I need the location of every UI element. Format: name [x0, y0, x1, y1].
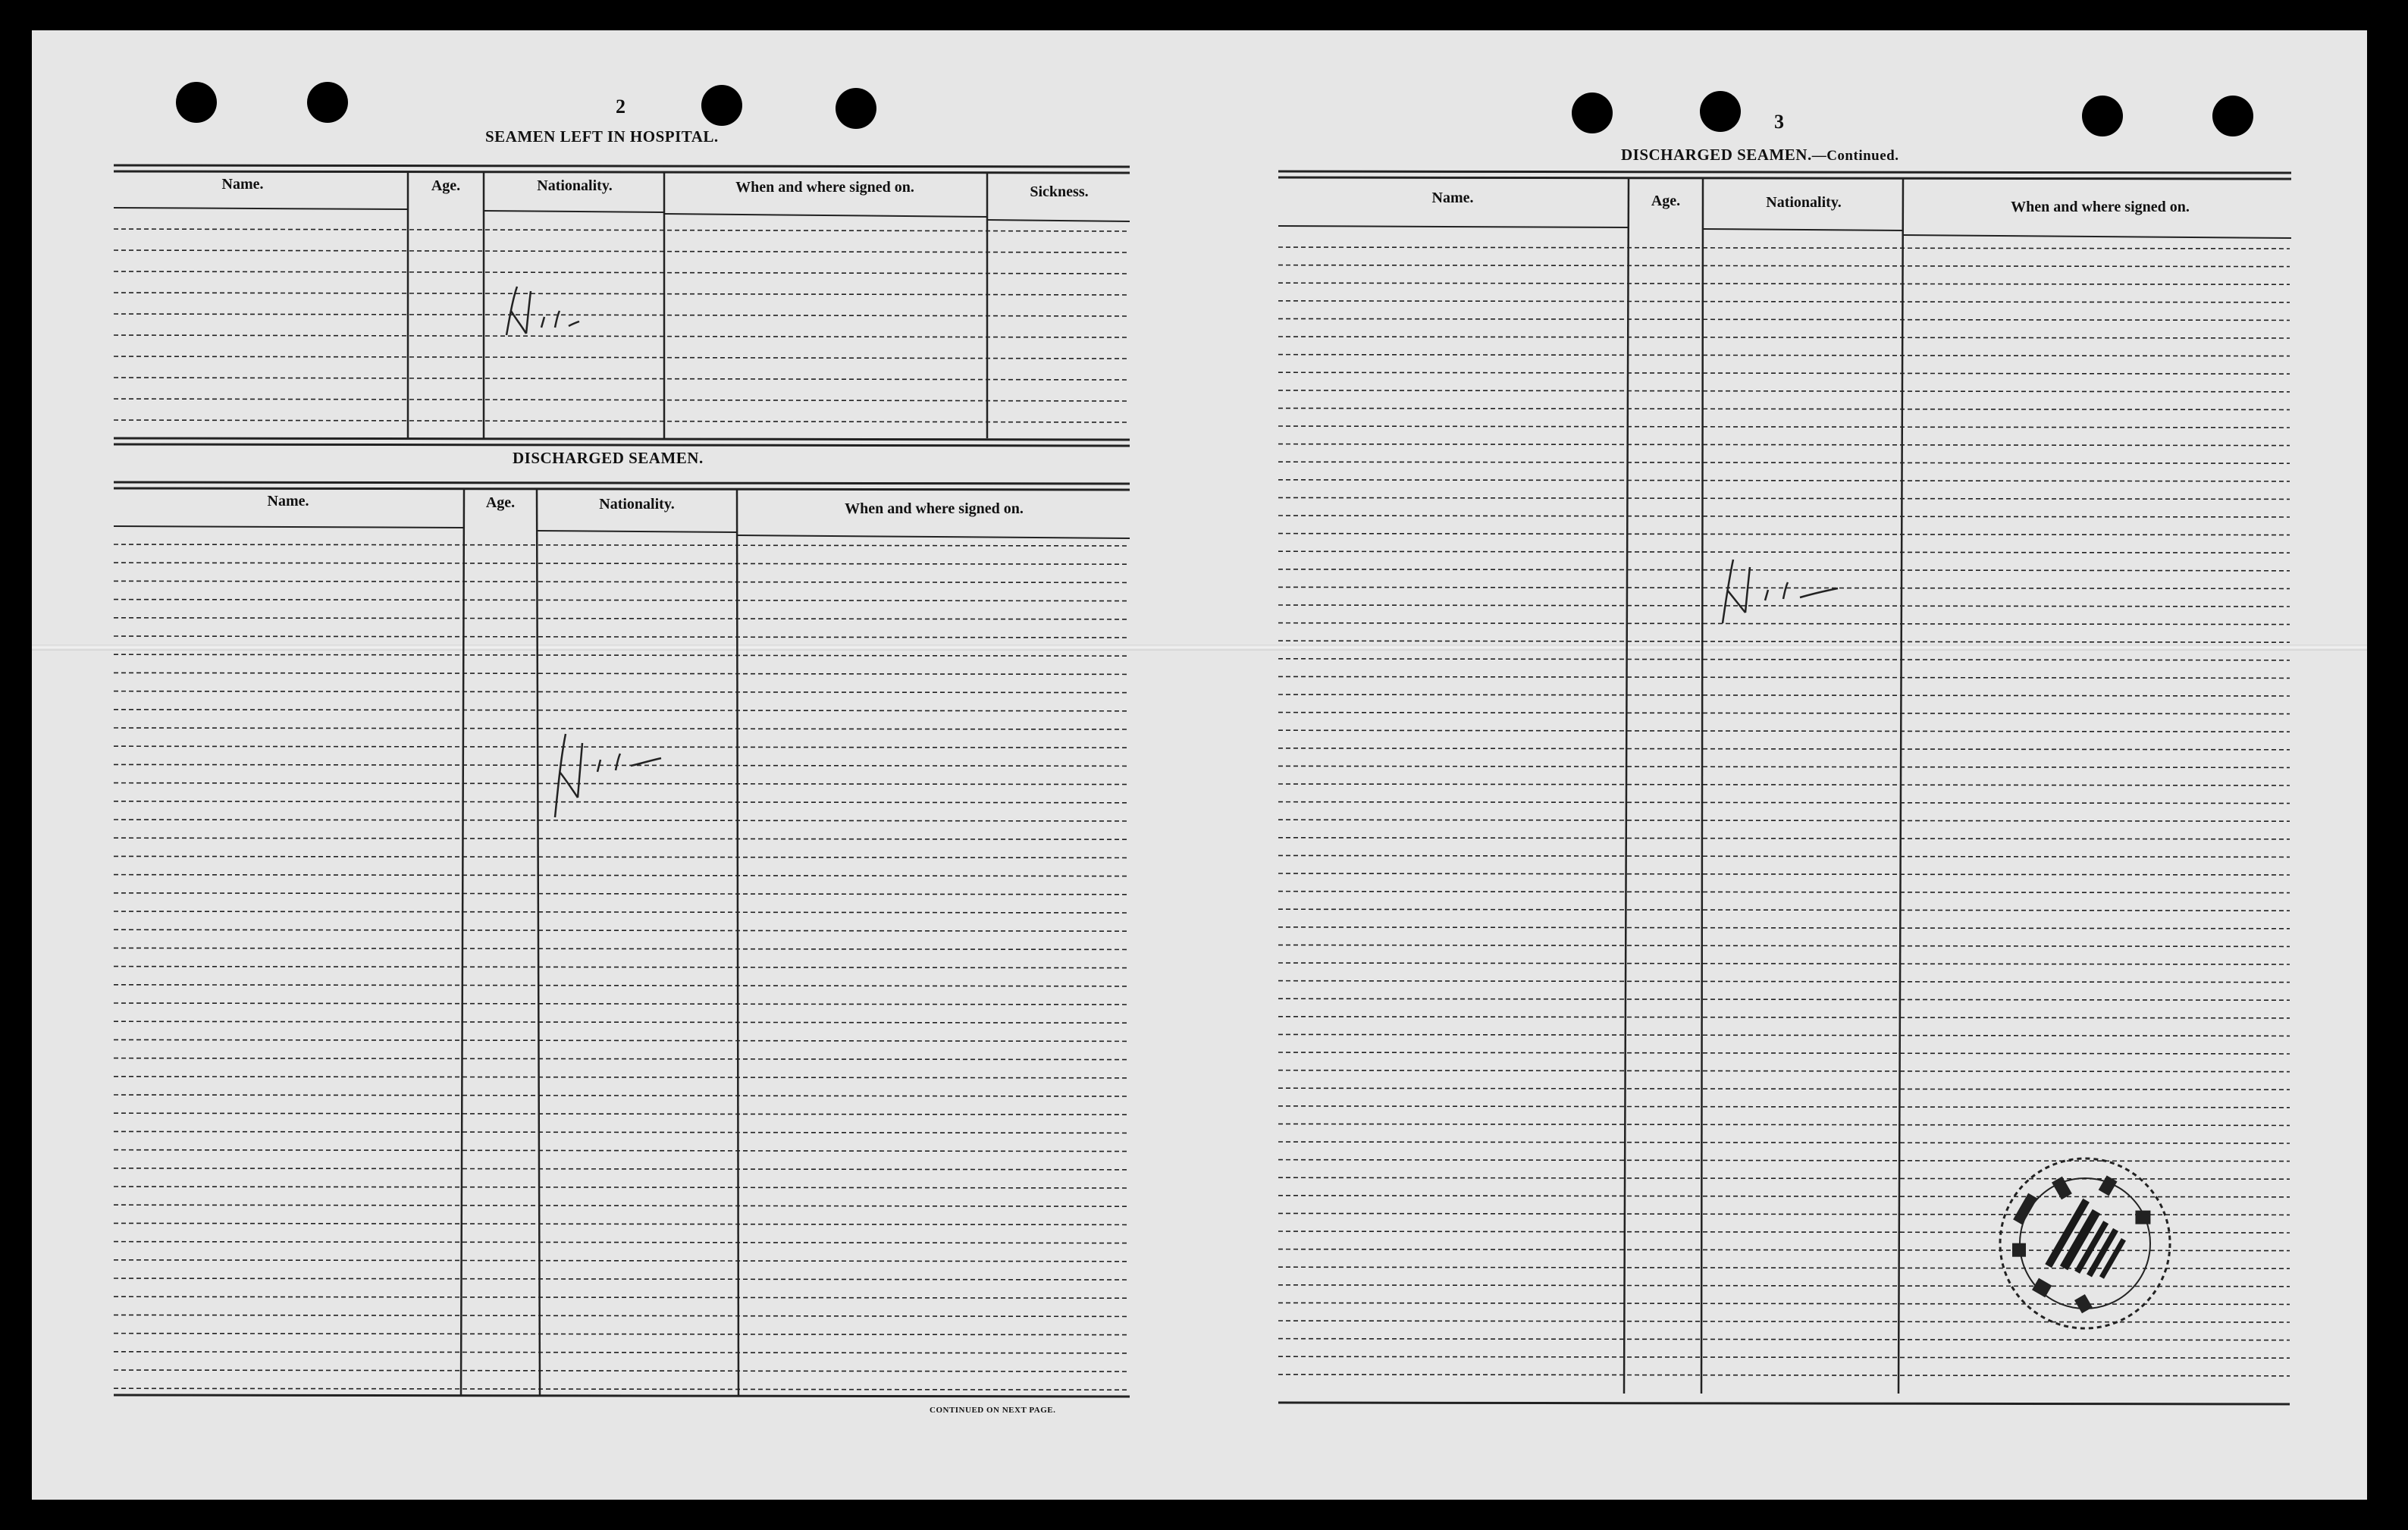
dotted-row-line: [114, 420, 1130, 422]
dotted-row-line: [1278, 318, 2290, 320]
dotted-row-line: [1278, 892, 2290, 893]
received-stamp: [1994, 1152, 2176, 1334]
dotted-row-line: [114, 1352, 1130, 1353]
continued-footer: CONTINUED ON NEXT PAGE.: [930, 1406, 1056, 1415]
column-divider: [737, 490, 738, 1395]
dotted-row-line: [114, 1039, 1130, 1041]
dotted-row-line: [114, 335, 1130, 337]
dotted-row-line: [1278, 247, 2290, 249]
header-underline: [114, 208, 408, 209]
dotted-row-line: [114, 1003, 1130, 1005]
dotted-row-line: [114, 271, 1130, 274]
dotted-row-line: [114, 1150, 1130, 1152]
dotted-row-line: [1278, 1124, 2290, 1125]
dotted-row-line: [1278, 855, 2290, 857]
dotted-row-line: [1278, 766, 2290, 767]
dotted-row-line: [1278, 927, 2290, 929]
dotted-row-line: [114, 911, 1130, 913]
dotted-row-line: [114, 399, 1130, 401]
header-underline: [537, 531, 737, 532]
header-underline: [737, 535, 1130, 538]
dotted-row-line: [114, 710, 1130, 711]
col-header-signed-on: When and where signed on.: [2011, 199, 2190, 215]
dotted-row-line: [1278, 337, 2290, 338]
header-underline: [664, 214, 987, 217]
dotted-row-line: [1278, 713, 2290, 714]
handwritten-nil-right: [1717, 553, 1853, 629]
dotted-row-line: [114, 1278, 1130, 1280]
dotted-row-line: [114, 1242, 1130, 1243]
column-divider: [1898, 179, 1903, 1394]
col-header-signed-on: When and where signed on.: [845, 500, 1024, 517]
col-header-nationality: Nationality.: [537, 177, 613, 194]
header-underline: [1703, 229, 1903, 230]
dotted-row-line: [114, 378, 1130, 380]
dotted-row-line: [1278, 659, 2290, 660]
dotted-row-line: [114, 875, 1130, 876]
dotted-row-line: [114, 985, 1130, 986]
dotted-row-line: [1278, 534, 2290, 535]
dotted-row-line: [1278, 838, 2290, 839]
column-divider: [461, 490, 464, 1395]
dotted-row-line: [1278, 784, 2290, 785]
dotted-row-line: [114, 1334, 1130, 1335]
dotted-row-line: [1278, 748, 2290, 750]
dotted-row-line: [1278, 551, 2290, 553]
column-divider: [537, 490, 540, 1395]
col-header-signed-on: When and where signed on.: [735, 179, 914, 196]
dotted-row-line: [1278, 1088, 2290, 1089]
dotted-row-line: [114, 691, 1130, 693]
dotted-row-line: [1278, 676, 2290, 678]
dotted-row-line: [1278, 1034, 2290, 1036]
dotted-row-line: [1278, 873, 2290, 875]
dotted-row-line: [114, 838, 1130, 839]
dotted-row-line: [114, 600, 1130, 601]
dotted-row-line: [114, 1168, 1130, 1170]
dotted-row-line: [114, 1370, 1130, 1372]
title-sub: —Continued.: [1811, 148, 1899, 164]
col-header-age: Age.: [1651, 193, 1681, 209]
dotted-row-line: [1278, 301, 2290, 303]
dotted-row-line: [1278, 999, 2290, 1000]
stamp-icon: [1994, 1152, 2176, 1334]
dotted-row-line: [1278, 945, 2290, 946]
double-rule-top: [114, 482, 1130, 484]
handwritten-nil-hospital: [500, 281, 599, 349]
dotted-row-line: [1278, 355, 2290, 356]
dotted-row-line: [1278, 426, 2290, 428]
dotted-row-line: [1278, 497, 2290, 499]
dotted-row-line: [1278, 963, 2290, 964]
dotted-row-line: [114, 356, 1130, 359]
dotted-row-line: [1278, 802, 2290, 804]
dotted-row-line: [1278, 1017, 2290, 1018]
dotted-row-line: [1278, 641, 2290, 642]
dotted-row-line: [114, 1315, 1130, 1316]
dotted-row-line: [1278, 408, 2290, 409]
dotted-row-line: [114, 1131, 1130, 1133]
dotted-row-line: [114, 1388, 1130, 1390]
dotted-row-line: [114, 314, 1130, 316]
col-header-age: Age.: [431, 177, 461, 194]
dotted-row-line: [114, 636, 1130, 638]
section-title-hospital: SEAMEN LEFT IN HOSPITAL.: [485, 127, 719, 146]
dotted-row-line: [1278, 516, 2290, 517]
column-divider: [1624, 179, 1629, 1394]
dotted-row-line: [114, 563, 1130, 564]
dotted-row-line: [114, 544, 1130, 546]
dotted-row-line: [114, 948, 1130, 949]
dotted-row-line: [114, 1058, 1130, 1060]
bottom-rule: [114, 1395, 1130, 1397]
col-header-nationality: Nationality.: [1766, 194, 1842, 211]
double-rule-bottom: [114, 444, 1130, 446]
col-header-age: Age.: [485, 494, 516, 511]
handwritten-nil-discharged: [547, 726, 676, 825]
double-rule-bottom: [114, 438, 1130, 440]
dotted-row-line: [1278, 372, 2290, 374]
header-underline: [484, 211, 664, 212]
dotted-row-line: [114, 654, 1130, 656]
dotted-row-line: [1278, 1339, 2290, 1340]
dotted-row-line: [114, 967, 1130, 968]
dotted-row-line: [1278, 1106, 2290, 1108]
dotted-row-line: [1278, 1375, 2290, 1376]
col-header-name: Name.: [221, 176, 264, 193]
col-header-name: Name.: [267, 493, 309, 509]
section-title-discharged: DISCHARGED SEAMEN.: [513, 449, 704, 467]
page-number-left: 2: [616, 96, 626, 118]
double-rule-top: [114, 165, 1130, 167]
dotted-row-line: [114, 229, 1130, 231]
dotted-row-line: [1278, 981, 2290, 983]
dotted-row-line: [1278, 694, 2290, 696]
dotted-row-line: [1278, 730, 2290, 732]
dotted-row-line: [114, 930, 1130, 931]
dotted-row-line: [114, 1021, 1130, 1023]
col-header-nationality: Nationality.: [599, 496, 675, 513]
dotted-row-line: [1278, 1052, 2290, 1054]
double-rule-top: [114, 171, 1130, 173]
col-header-sickness: Sickness.: [1030, 183, 1089, 200]
dotted-row-line: [114, 1187, 1130, 1188]
dotted-row-line: [1278, 1356, 2290, 1358]
dotted-row-line: [114, 1260, 1130, 1262]
dotted-row-line: [114, 250, 1130, 252]
dotted-row-line: [114, 618, 1130, 619]
dotted-row-line: [1278, 1142, 2290, 1143]
column-divider: [1701, 179, 1703, 1394]
dotted-row-line: [1278, 909, 2290, 911]
header-underline: [987, 220, 1130, 221]
dotted-row-line: [114, 1095, 1130, 1096]
dotted-row-line: [114, 293, 1130, 295]
header-underline: [1903, 235, 2291, 238]
dotted-row-line: [114, 1077, 1130, 1078]
bottom-rule: [1278, 1403, 2290, 1404]
title-main: DISCHARGED SEAMEN.: [1621, 146, 1812, 164]
dotted-row-line: [1278, 462, 2290, 463]
dotted-row-line: [114, 1113, 1130, 1115]
double-rule-top: [114, 488, 1130, 490]
dotted-row-line: [1278, 480, 2290, 481]
dotted-row-line: [1278, 1071, 2290, 1072]
dotted-row-line: [1278, 283, 2290, 284]
page-number-right: 3: [1774, 111, 1784, 133]
dotted-row-line: [114, 1296, 1130, 1298]
dotted-row-line: [1278, 390, 2290, 392]
dotted-row-line: [1278, 444, 2290, 446]
double-rule-top: [1278, 171, 2291, 173]
dotted-row-line: [114, 1223, 1130, 1224]
header-underline: [114, 526, 464, 528]
double-rule-top: [1278, 177, 2291, 179]
dotted-row-line: [114, 856, 1130, 857]
dotted-row-line: [114, 581, 1130, 582]
dotted-row-line: [1278, 820, 2290, 821]
header-underline: [1278, 226, 1629, 227]
dotted-row-line: [114, 893, 1130, 895]
dotted-row-line: [114, 1205, 1130, 1206]
dotted-row-line: [1278, 265, 2290, 267]
dotted-row-line: [114, 673, 1130, 674]
col-header-name: Name.: [1431, 190, 1474, 206]
